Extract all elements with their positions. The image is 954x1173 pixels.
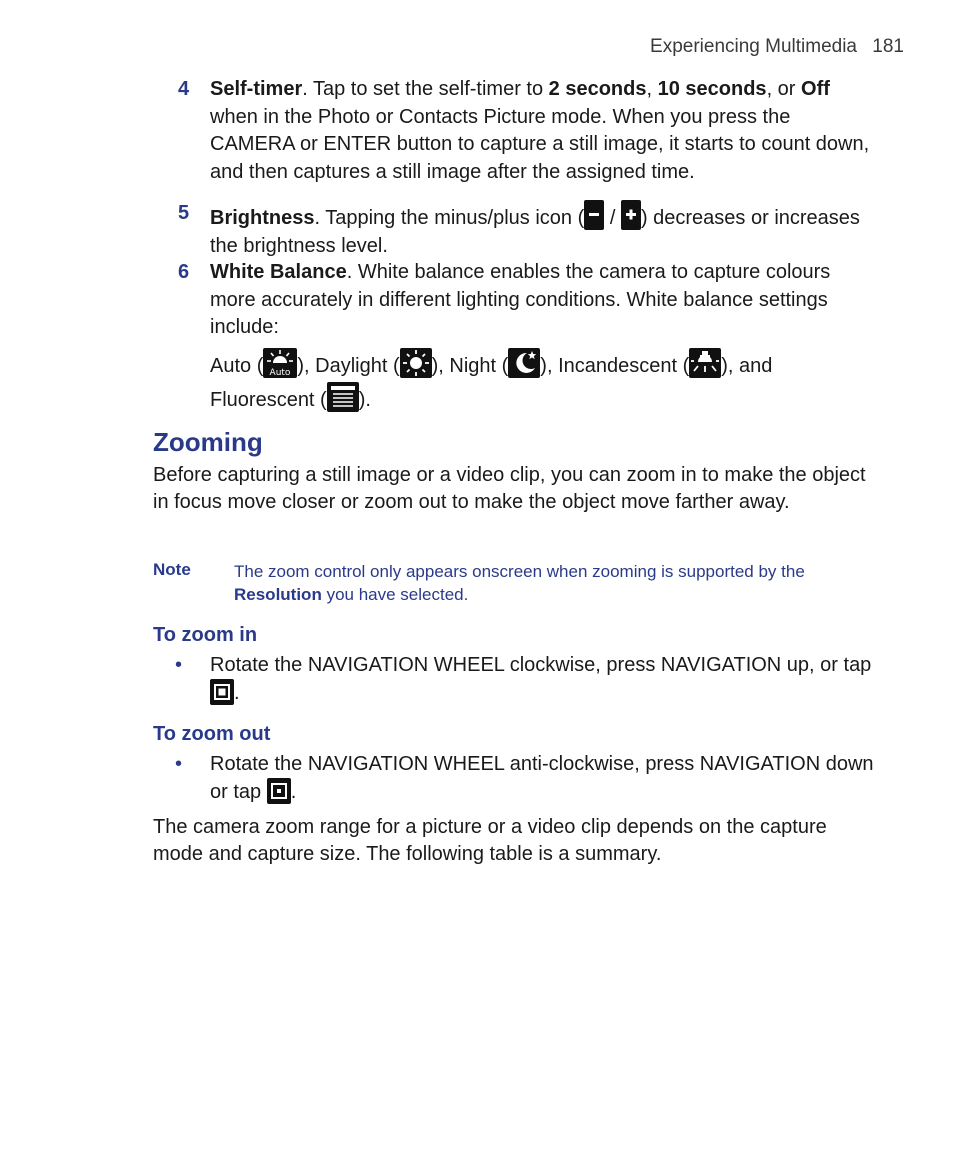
page-number: 181 bbox=[872, 36, 904, 57]
page-header bbox=[650, 36, 904, 58]
period: . bbox=[234, 682, 240, 704]
white-balance-options bbox=[210, 348, 878, 416]
section-title: Experiencing Multimedia bbox=[650, 36, 858, 57]
night-icon bbox=[508, 348, 540, 378]
bullet-marker: • bbox=[175, 654, 183, 676]
separator: , bbox=[646, 78, 658, 100]
bullet-body bbox=[210, 651, 875, 707]
note-label: Note bbox=[153, 560, 191, 579]
option-label: ), Night ( bbox=[431, 354, 509, 377]
list-item-white-balance bbox=[178, 259, 878, 416]
zoom-out-heading: To zoom out bbox=[153, 723, 271, 745]
item-term: Brightness bbox=[210, 207, 315, 229]
option-2-seconds: 2 seconds bbox=[548, 78, 647, 100]
note-resolution-term: Resolution bbox=[234, 585, 322, 604]
zoom-in-heading: To zoom in bbox=[153, 624, 258, 646]
item-body bbox=[210, 259, 878, 416]
bullet-body bbox=[210, 750, 875, 806]
item-number: 5 bbox=[178, 202, 190, 224]
list-item-self-timer bbox=[178, 76, 878, 186]
minus-icon bbox=[584, 200, 604, 230]
incandescent-icon bbox=[689, 348, 721, 378]
list-item-brightness bbox=[178, 200, 878, 260]
option-off: Off bbox=[801, 78, 830, 100]
plus-icon bbox=[621, 200, 641, 230]
option-label: ), and Fluorescent ( bbox=[210, 354, 773, 411]
zoom-out-icon bbox=[267, 778, 291, 804]
option-10-seconds: 10 seconds bbox=[657, 78, 767, 100]
item-text: . White balance enables the camera to capture colours more accurately in different lighting conditions. White balance settings include: bbox=[210, 261, 831, 338]
separator: / bbox=[604, 207, 621, 229]
auto-white-balance-icon bbox=[263, 348, 297, 378]
option-label: ), Daylight ( bbox=[297, 354, 400, 377]
instruction-text: Rotate the NAVIGATION WHEEL clockwise, press NAVIGATION up, or tap bbox=[210, 654, 872, 676]
fluorescent-icon bbox=[327, 382, 359, 412]
section-heading-zooming: Zooming bbox=[153, 427, 263, 457]
item-number: 6 bbox=[178, 261, 190, 283]
item-text: . Tap to set the self-timer to bbox=[302, 78, 549, 100]
item-text: ) decreases or increases the brightness level. bbox=[210, 207, 860, 257]
daylight-icon bbox=[400, 348, 432, 378]
zoom-out-instruction bbox=[175, 750, 875, 806]
option-label: ). bbox=[358, 388, 371, 411]
bullet-marker: • bbox=[175, 753, 183, 775]
item-number: 4 bbox=[178, 78, 190, 100]
note-text-part: you have selected. bbox=[321, 585, 469, 604]
zoom-in-instruction bbox=[175, 651, 875, 707]
item-text: when in the Photo or Contacts Picture mode. When you press the CAMERA or ENTER button to capture a still image, it starts to count down, and then captures a still image after the assigned time. bbox=[210, 105, 870, 183]
item-term: White Balance bbox=[210, 261, 347, 283]
zoom-in-icon bbox=[210, 679, 234, 705]
item-body bbox=[210, 76, 878, 186]
zoom-range-summary: The camera zoom range for a picture or a video clip depends on the capture mode and capture size. The following table is a summary. bbox=[153, 816, 827, 865]
period: . bbox=[290, 781, 297, 803]
item-body bbox=[210, 200, 878, 260]
option-label: Auto ( bbox=[210, 354, 264, 377]
separator: , or bbox=[766, 78, 802, 100]
zooming-intro: Before capturing a still image or a video clip, you can zoom in to make the object in focus move closer or zoom out to make the object move farther away. bbox=[153, 464, 866, 513]
auto-icon-text: Auto bbox=[269, 367, 291, 378]
item-term: Self-timer bbox=[210, 78, 303, 100]
option-label: ), Incandescent ( bbox=[540, 354, 690, 377]
note-text bbox=[234, 560, 884, 606]
note-text-part: The zoom control only appears onscreen when zooming is supported by the bbox=[234, 562, 805, 581]
item-description bbox=[210, 259, 878, 342]
instruction-text: Rotate the NAVIGATION WHEEL anti-clockwise, press NAVIGATION down or tap bbox=[210, 753, 874, 803]
item-text: . Tapping the minus/plus icon ( bbox=[314, 207, 585, 229]
